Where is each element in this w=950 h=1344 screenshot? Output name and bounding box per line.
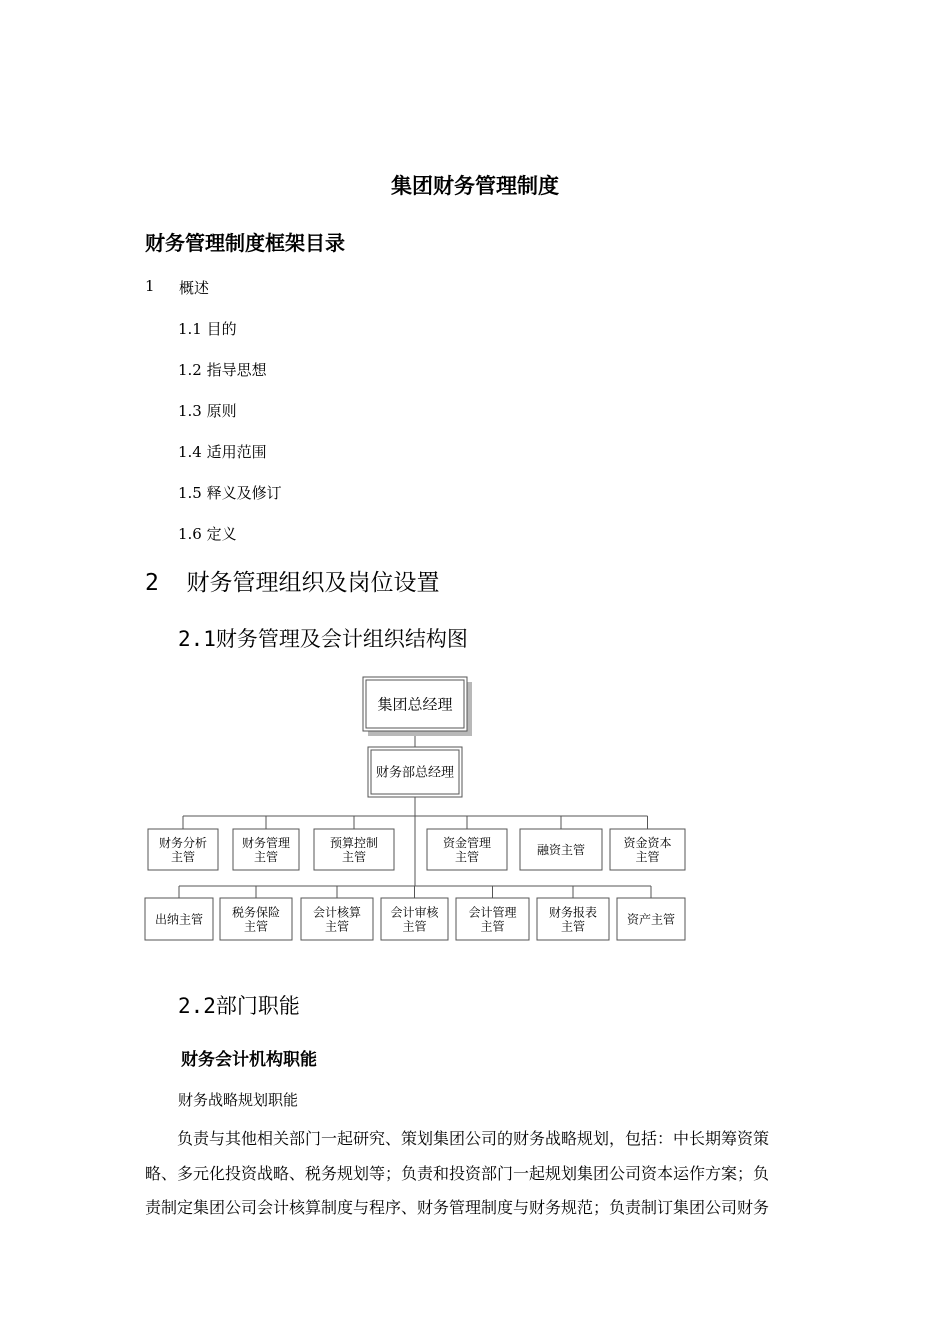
org-node-label: 财务分析 — [158, 835, 208, 850]
org-node-group-gm — [363, 677, 472, 736]
org-node-label: 主管 — [560, 919, 586, 934]
org-node-row1 — [610, 829, 685, 870]
toc-item: 1.3 原则 — [178, 402, 237, 420]
org-node-row1 — [148, 829, 218, 870]
section-2-heading: 2 财务管理组织及岗位设置 — [145, 570, 440, 596]
org-node-label: 税务保险 — [231, 905, 281, 920]
org-node-row1 — [520, 829, 602, 870]
org-node-row1 — [233, 829, 299, 870]
toc-item: 1.2 指导思想 — [178, 361, 267, 379]
org-node-row1 — [314, 829, 394, 870]
org-node-row2 — [537, 898, 609, 940]
subheading-finance-accounting: 财务会计机构职能 — [181, 1050, 317, 1070]
paragraph-line: 略、多元化投资战略、税务规划等；负责和投资部门一起规划集团公司资本运作方案；负 — [145, 1163, 770, 1183]
document-title: 集团财务管理制度 — [391, 174, 559, 198]
org-node-label: 财务管理 — [241, 835, 291, 850]
org-node-row2 — [220, 898, 292, 940]
org-node-label: 主管 — [635, 849, 660, 864]
toc-item: 1.1 目的 — [178, 320, 237, 338]
org-node-label: 主管 — [253, 849, 279, 864]
org-node-label: 主管 — [402, 919, 427, 934]
org-node-row2 — [381, 898, 448, 940]
org-node-label: 预算控制 — [329, 835, 379, 850]
org-node-row2 — [617, 898, 685, 940]
toc-item: 1.5 释义及修订 — [178, 484, 282, 502]
org-node-label: 资金资本 — [623, 835, 672, 850]
org-node-label: 会计核算 — [312, 905, 362, 920]
toc-item: 1.4 适用范围 — [178, 443, 267, 461]
subheading-strategy-planning: 财务战略规划职能 — [178, 1091, 299, 1109]
org-node-label: 主管 — [170, 849, 196, 864]
org-node-label: 出纳主管 — [154, 912, 204, 927]
org-node-label: 资金管理 — [442, 835, 492, 850]
toc-heading: 财务管理制度框架目录 — [145, 231, 345, 255]
org-node-label: 主管 — [243, 919, 269, 934]
org-node-row2 — [456, 898, 529, 940]
org-node-finance-gm — [368, 747, 462, 797]
org-node-label: 主管 — [341, 849, 367, 864]
org-node-label: 财务报表 — [548, 905, 598, 920]
org-node-label: 主管 — [454, 849, 480, 864]
paragraph-line: 责制定集团公司会计核算制度与程序、财务管理制度与财务规范；负责制订集团公司财务 — [145, 1198, 770, 1217]
toc-section-title: 概述 — [179, 279, 210, 297]
org-node-row2 — [301, 898, 373, 940]
paragraph-line: 负责与其他相关部门一起研究、策划集团公司的财务战略规划，包括：中长期筹资策 — [177, 1129, 770, 1148]
org-node-row2 — [145, 898, 213, 940]
section-2-2-heading: 2.2部门职能 — [178, 994, 300, 1018]
org-node-label: 资产主管 — [626, 912, 676, 927]
toc-section-number: 1 — [145, 277, 155, 295]
org-node-label: 主管 — [480, 919, 505, 934]
org-node-label: 会计审核 — [390, 905, 439, 920]
toc-item: 1.6 定义 — [178, 525, 237, 543]
org-node-label: 会计管理 — [468, 905, 517, 920]
org-node-label: 主管 — [324, 919, 350, 934]
org-node-label: 财务部总经理 — [375, 765, 455, 781]
org-node-row1 — [427, 829, 507, 870]
section-2-1-heading: 2.1财务管理及会计组织结构图 — [178, 627, 468, 651]
body-paragraph — [145, 1122, 805, 1226]
org-node-label: 融资主管 — [536, 842, 586, 857]
org-node-label: 集团总经理 — [377, 695, 453, 714]
